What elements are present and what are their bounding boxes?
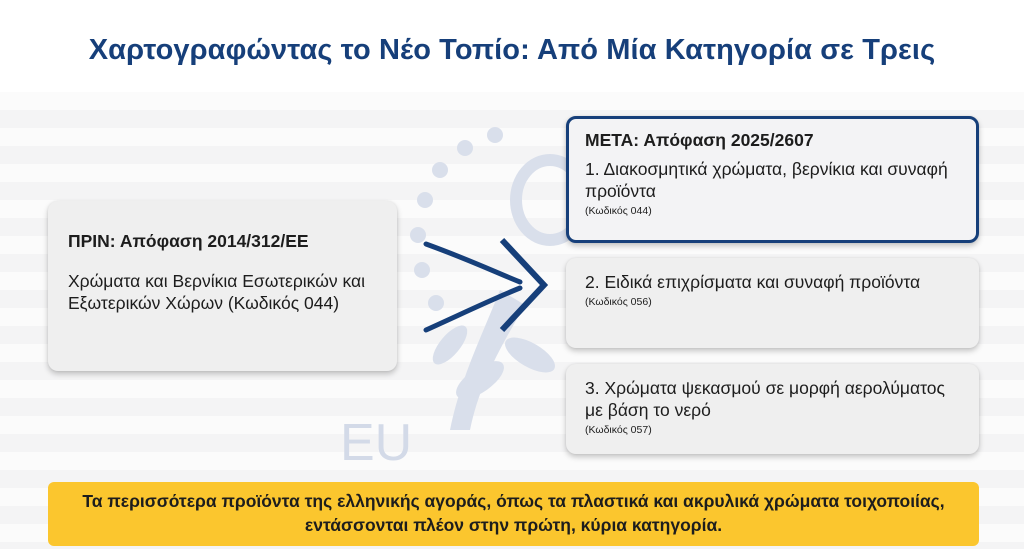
watermark-eu-text: EU xyxy=(340,414,413,472)
page-title: Χαρτογραφώντας το Νέο Τοπίο: Από Μία Κατηγορία σε Τρεις xyxy=(88,34,936,66)
after-item-3-text: 3. Χρώματα ψεκασμού σε μορφή αερολύματος με βάση το νερό xyxy=(585,378,945,420)
after-item-3-code: (Κωδικός 057) xyxy=(585,424,652,436)
before-description: Χρώματα και Βερνίκια Εσωτερικών και Εξωτερικών Χώρων (Κωδικός 044) xyxy=(68,271,366,313)
summary-banner: Τα περισσότερα προϊόντα της ελληνικής αγοράς, όπως τα πλαστικά και ακρυλικά χρώματα τοιχοποιίας, εντάσσονται πλέον στην πρώτη, κύρια κατηγορία. xyxy=(48,482,979,546)
before-card xyxy=(48,201,397,371)
split-arrow-icon xyxy=(410,200,560,360)
after-card-3 xyxy=(566,364,979,454)
after-item-1-text: 1. Διακοσμητικά χρώματα, βερνίκια και συναφή προϊόντα xyxy=(585,159,948,201)
after-item-2-text: 2. Ειδικά επιχρίσματα και συναφή προϊόντα xyxy=(585,272,921,292)
after-card-1 xyxy=(566,116,979,243)
after-item-2-code: (Κωδικός 056) xyxy=(585,296,652,308)
after-heading: ΜΕΤΑ: Απόφαση 2025/2607 xyxy=(585,130,814,150)
before-heading: ΠΡΙΝ: Απόφαση 2014/312/ΕΕ xyxy=(68,231,309,251)
after-card-2 xyxy=(566,258,979,348)
after-item-1-code: (Κωδικός 044) xyxy=(585,205,652,217)
